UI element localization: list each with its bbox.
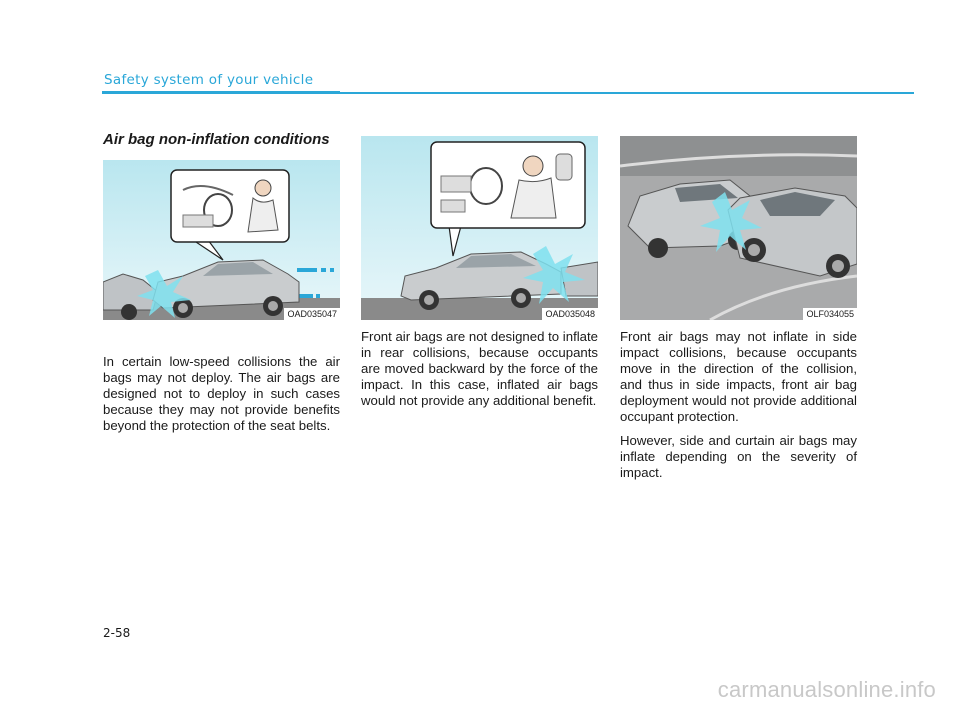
column-2-text	[361, 329, 598, 417]
figure-code: OLF034055	[803, 308, 857, 320]
figure-code: OAD035047	[284, 308, 340, 320]
column-1-text	[103, 354, 340, 442]
side-impact-illustration	[620, 136, 857, 320]
figure-code: OAD035048	[542, 308, 598, 320]
page-heading: Air bag non-inflation conditions	[103, 131, 330, 148]
header-rule-thin	[340, 92, 914, 94]
rear-collision-illustration	[361, 136, 598, 320]
paragraph: However, side and curtain air bags may inflate depending on the severity of impact.	[620, 433, 857, 480]
page-number: 2-58	[103, 626, 131, 640]
section-title: Safety system of your vehicle	[104, 72, 314, 88]
column-3-text	[620, 329, 857, 489]
figure-side-impact	[620, 136, 857, 320]
paragraph: Front air bags may not inflate in side impact collisions, because occupants move in the direction of the collision, and thus in side impacts, front air bag deployment would not provide additional occupant protection.	[620, 329, 857, 424]
figure-low-speed-collision	[103, 160, 340, 320]
car-collision-illustration	[103, 160, 340, 320]
paragraph: In certain low-speed collisions the air bags may not deploy. The air bags are designed not to deploy in such cases because they may not provide benefits beyond the protection of the seat belts.	[103, 354, 340, 433]
watermark: carmanualsonline.info	[717, 677, 936, 702]
figure-rear-collision	[361, 136, 598, 320]
header-rule-thick	[102, 91, 340, 94]
paragraph: Front air bags are not designed to inflate in rear collisions, because occupants are moved backward by the force of the impact. In this case, inflated air bags would not provide any additional benefit.	[361, 329, 598, 408]
